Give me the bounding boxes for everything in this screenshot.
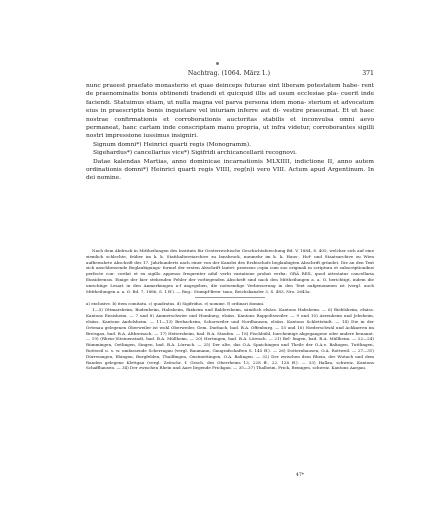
page-number: 371: [362, 70, 374, 77]
sheet-signature: 47*: [296, 473, 304, 478]
charter-text: [86, 82, 374, 183]
scan-speck: [216, 62, 219, 65]
charter-signum: Signum domni*) Heinrici quarti regis (Monogramm).: [93, 141, 252, 148]
editorial-notes: [86, 248, 374, 371]
charter-recognition: Sigehardus*) cancellarius vice*) Sigifridi archicancellarii recognovi.: [93, 150, 297, 157]
source-note: Nach dem Abdruck in Mittheilungen des Instituts für Oesterreichische Geschichtsforschung Bd. V, 1884, S. 405, welcher sich auf eine ziemlich schlechte, früher im k. k. Statthaltereiarchive zu Innsbruck, nunmehr im k. k. Haus-, Hof- und Staatsarchive zu Wien aufbewahrte Abschrift des 17. Jahrhunderts nach einer von der Kanzlei des Erzbischofs beglaubigten Abschrift gründet. Die an den Text sich anschliessende Beglaubigungs- formel der ersten Abschrift lautet: praesens copia cum suo originali in scriptura et subscriptionibus perfecte con- cordat et ex sigillo appenso frequenter nihil verbi variatione probat verba: GRÄ REX, quod attestatur cancellaria Einsideensis. Einige der hier stehenden Fehler der vorliegenden Abschrift sind nach den Mittheilungen a. a. O. berichtigt, indem die unrichtige Lesart in den Anmerkungen a-f angegeben, die notwendige Verbesserung in den Text aufgenommen ist (vergl. auch Mittheilungen a. a. O. Bd. 7, 1886, S. 1 ff.). — Reg.: Stumpf-Bren- tano, Reichskanzler 3, S. 483, Nro. 2643a.: [86, 248, 374, 294]
page-header: [84, 68, 374, 80]
charter-paragraph: nunc praeest praefato monasterio et quae deinceps futurae sint liberam potestatem habe- rent de praenominatis bonis obtinendi tradendi et quicquid illis ad usum ecclesiae pla- cuerit inde faciendi. Statuimus etiam, ut nulla magna vel parva persona idem mona- sterium et advocatum eius in praescriptis bonis inquietare vel iniuriam inferre aut di- vestire praesumat. Et ut haec nostrae confirmationis et corroborationis auctoritas stabilis et inconvulsa omni aevo permaneat, hanc cartam inde conscriptam manu propria, ut infra videtur, corroborantes sigilli nostri impressione iussimus insigniri.: [86, 83, 374, 140]
place-notes: 1—5) Ottmarsheim, Budenheim, Habsheim, Rixheim und Baldersheim, sämtlich elsäss. Kantons Habsheim. — 6) Bieblsheim, elsäss. Kantons Ensisheim. — 7 und 8) Ammerschwier und Homburg, elsäss. Kantons Rappoltsweiler. — 9 und 10) Arzenheim und Jebsheim, elsäss. Kantone Andolsheim. — 11—13) Brebacheim, Schorweiler und Nordhausen, elsäss. Kantons Schlettstadt. — 14) Die in der Ortenau gelegenen Oberweiler ist wohl Oberweiler, Gem. Durbach, bad. B.A. Offenburg. — 15 und 16) Niederschwäl und Achkarren im Breisgau, bad. B.A. Altbreisach. — 17) Heitersheim, bad. B.A. Staufen. — 18) Fischbühl, burcheinige abgegangene oder andere benannt. — 19) (Rhein-)Steinenstadt, bad. B.A. Müllheim. — 20) Hertingen, bad. B.A. Lörrach. — 21) Bel- lingen, bad. B.A. Müllheim. — 22—24) Rümmingen, Oetlingen, Singen, bad. B.A. Lörrach. — 25) Der alte, das O.A. Spaichingen und Theile der O.A.e. Balingen, Tuttlingen, Rottweil u. s. w. umfassende Scherragau (vergl. Baumann, Gaugrafschaften S. 145 ff.). — 26) Dotternhausen, O.A. Rottweil. — 27—31) Dürrwangen, Ebingen, Burgfelden, Thailfingen, Onstmettingen, O.A. Balingen. — 32) Der zwischen dem Rhein, der Wutach und dem Randen gelegene Klettgau (vergl. Zeitschr. f. Gesch. des Oberrheins 13, 228 ff., 22, 128 ff.). — 33) Hallau, schweiz. Kantons Schaffhausen. — 34) Der zwischen Rhein und Aare liegende Frickgau. — 35—37) Thalheim, Frick, Remigen, schweiz. Kantons Aargau.: [86, 307, 374, 371]
divider: [195, 297, 265, 298]
running-title: Nachtrag. (1064. März 1.): [187, 70, 271, 77]
variant-readings: a) exclusive. b) item comitatu. c) quadratus. d) Sigifridus. e) nomine. f) ordinari domini.: [86, 301, 265, 307]
charter-dating: Datae kalendas Martias, anno dominicae incarnationis MLXIIII, indictione II, anno autem ordinationis domni*) Heinrici quarti regis VIIII, reg(n)i vero VIII. Actum apud Argentinum. In dei nomine.: [86, 158, 374, 182]
